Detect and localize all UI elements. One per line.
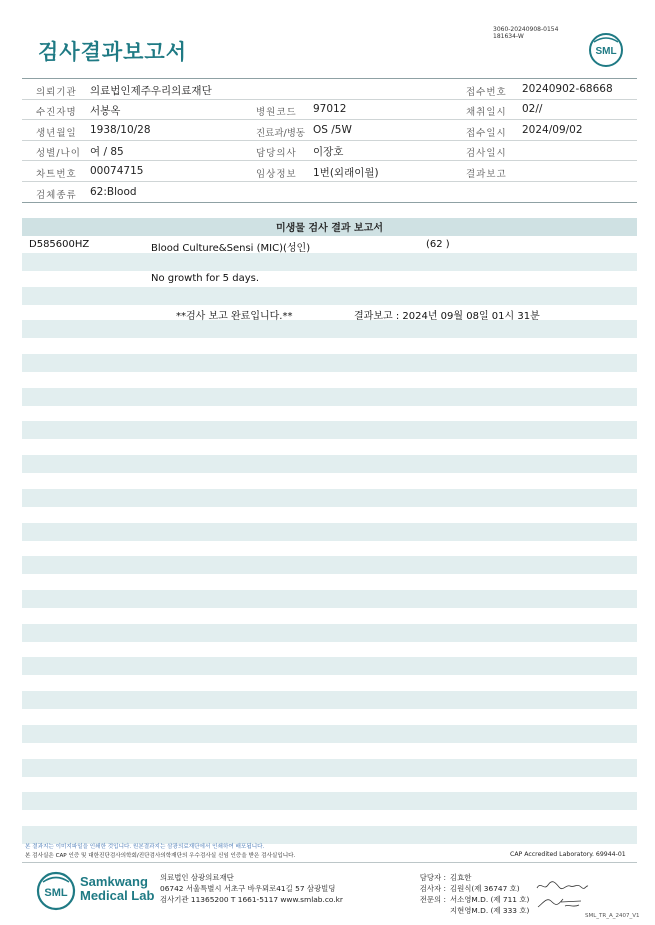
page-title: 검사결과보고서 [38,40,188,64]
brand-name [80,875,154,903]
sex-age-label: 성별/나이 [36,148,81,159]
result-finding: No growth for 5 days. [151,273,260,284]
form-code: SML_TR_A_2407_V1 [585,913,640,919]
result-band [22,725,637,743]
dept-label: 진료과/병동 [256,128,306,139]
chart-value: 00074715 [90,165,144,177]
result-band [22,792,637,810]
result-band [22,320,637,338]
divider [22,202,637,203]
result-band [22,657,637,675]
document-code [493,26,558,40]
divider [22,99,637,100]
result-specimen-code: (62 ) [426,239,450,250]
receipt-no-label: 접수번호 [466,87,507,98]
result-complete-message: **검사 보고 완료입니다.** [176,311,293,322]
doctor-label: 담당의사 [256,148,297,159]
result-band [22,489,637,507]
specimen-value: 62:Blood [90,186,137,198]
note-image-print: 본 결과지는 이미지파일을 인쇄한 것입니다. 원본결과지는 삼광의료재단에서 인쇄하여 배포됩니다. [25,844,265,850]
result-band [22,523,637,541]
receipt-no-value: 20240902-68668 [522,83,613,95]
specialist-label: 전문의 : [419,895,446,904]
divider [22,862,637,863]
result-report-label: 결과보고 [466,169,507,180]
logo-top-text: SML [595,46,617,57]
brand-line1: Samkwang [80,874,148,889]
result-band [22,624,637,642]
result-band [22,354,637,372]
requester-label: 의뢰기관 [36,87,77,98]
divider [22,160,637,161]
divider [22,181,637,182]
specialist1-value: 서소영M.D. (제 711 호) [450,895,530,904]
hospital-code-value: 97012 [313,103,347,115]
org-address: 06742 서울특별시 서초구 바우뫼로41길 57 삼광빌딩 [160,884,336,893]
document-code-line2: 181634-W [493,33,524,40]
result-band [22,759,637,777]
result-report-time: 결과보고 : 2024년 09월 08일 01시 31분 [354,311,540,322]
specimen-label: 검체종류 [36,190,77,201]
result-band [22,421,637,439]
result-test-name: Blood Culture&Sensi (MIC)(성인) [151,243,311,254]
chart-label: 차트번호 [36,169,77,180]
patient-value: 서봉옥 [90,105,121,117]
clinical-label: 임상정보 [256,169,297,180]
brand-line2: Medical Lab [80,888,155,903]
divider [22,140,637,141]
specialist2-value: 지현영M.D. (제 333 호) [450,906,530,915]
tester-value: 김원식(제 36747 호) [450,884,520,893]
requester-value: 의료법인제주우리의료재단 [90,85,212,97]
staff-value: 김효한 [450,873,472,882]
test-date-label: 검사일시 [466,148,507,159]
signature-icon [535,893,585,913]
receipt-date-value: 2024/09/02 [522,124,583,136]
divider [22,119,637,120]
staff-label: 담당자 : [419,873,446,882]
sml-logo-icon [588,32,624,68]
doctor-value: 이장호 [313,146,344,158]
birth-value: 1938/10/28 [90,124,151,136]
result-band [22,455,637,473]
sex-age-value: 여 / 85 [90,146,124,158]
hospital-code-label: 병원코드 [256,107,297,118]
collect-date-value: 02// [522,103,543,115]
result-band [22,253,637,271]
result-band [22,388,637,406]
receipt-date-label: 접수일시 [466,128,507,139]
clinical-value: 1번(외래이월) [313,167,379,179]
result-band [22,590,637,608]
org-contact: 검사기관 11365200 T 1661-5117 www.smlab.co.kr [160,895,343,904]
collect-date-label: 채취일시 [466,107,507,118]
result-band [22,287,637,305]
result-band [22,691,637,709]
org-name: 의료법인 삼광의료재단 [160,873,234,882]
result-code: D585600HZ [29,239,90,250]
note-cap-cert: 본 검사실은 CAP 인증 및 대한진단검사의학회/진단검사의학재단의 우수검사실 신임 인증을 받은 검사실입니다. [25,853,296,859]
result-section-title: 미생물 검사 결과 보고서 [275,223,384,234]
cap-accredited: CAP Accredited Laboratory. 69944-01 [510,851,626,858]
document-code-line1: 3060-20240908-0154 [493,26,559,33]
tester-label: 검사자 : [419,884,446,893]
result-band [22,556,637,574]
dept-value: OS /5W [313,124,352,136]
divider [22,78,637,79]
footer-logo-text: SML [44,887,68,899]
birth-label: 생년월일 [36,128,77,139]
patient-label: 수진자명 [36,107,77,118]
signature-icon [535,879,590,893]
sml-logo-icon [36,871,76,911]
